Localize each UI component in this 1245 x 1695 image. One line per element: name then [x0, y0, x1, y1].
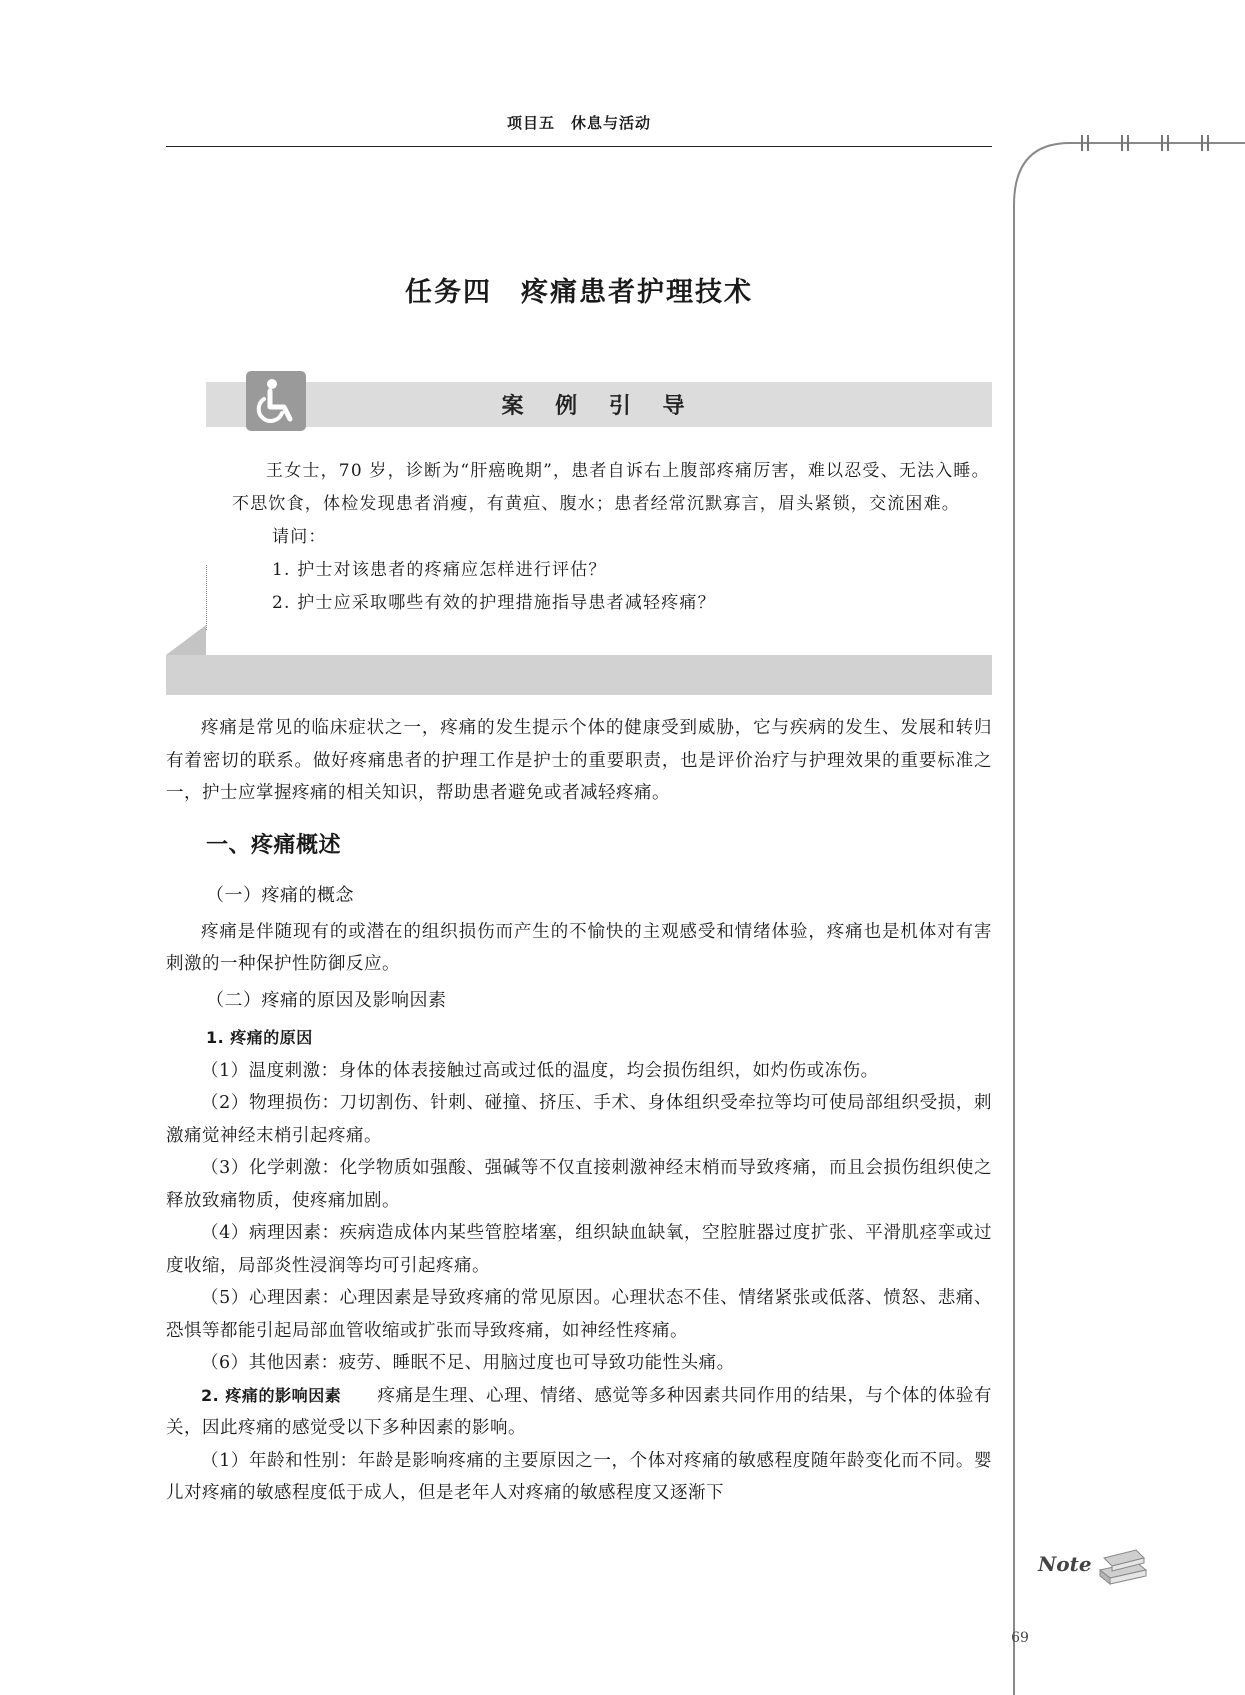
note-label: Note [1038, 1552, 1092, 1576]
cause-item: （5）心理因素：心理因素是导致疼痛的常见原因。心理状态不佳、情绪紧张或低落、愤怒、悲痛、恐惧等都能引起局部血管收缩或扩张而导致疼痛，如神经性疼痛。 [166, 1288, 992, 1341]
header-rule [166, 146, 992, 147]
point-heading: 1. 疼痛的原因 [206, 1027, 313, 1047]
influence-text: 疼痛是生理、心理、情绪、感觉等多种因素共同作用的结果，与个体的体验有关，因此疼痛的感觉受以下多种因素的影响。 [166, 1385, 993, 1438]
case-corner-triangle [166, 625, 206, 655]
point-heading-inline: 2. 疼痛的影响因素 [201, 1385, 342, 1405]
case-question-label: 请问： [272, 527, 327, 547]
concept-paragraph: 疼痛是伴随现有的或潜在的组织损伤而产生的不愉快的主观感受和情绪体验，疼痛也是机体对有害刺激的一种保护性防御反应。 [166, 921, 992, 974]
factor-item: （1）年龄和性别：年龄是影响疼痛的主要原因之一，个体对疼痛的敏感程度随年龄变化而不同。婴儿对疼痛的敏感程度低于成人，但是老年人对疼痛的敏感程度又逐渐下 [166, 1450, 992, 1503]
case-dotted-line [206, 565, 207, 630]
cause-item: （3）化学刺激：化学物质如强酸、强碱等不仅直接刺激神经末梢而导致疼痛，而且会损伤组织使之释放致痛物质，使疼痛加剧。 [166, 1158, 992, 1211]
page-number: 69 [1011, 1630, 1029, 1646]
subsection-heading: （二）疼痛的原因及影响因素 [206, 989, 447, 1011]
cause-item: （6）其他因素：疲劳、睡眠不足、用脑过度也可导致功能性头痛。 [201, 1353, 735, 1373]
running-header: 项目五 休息与活动 [506, 114, 651, 132]
main-body [166, 712, 992, 1510]
cause-item: （4）病理因素：疾病造成体内某些管腔堵塞，组织缺血缺氧，空腔脏器过度扩张、平滑肌痉挛或过度收缩，局部炎性浸润等均可引起疼痛。 [166, 1223, 992, 1276]
case-bottom-bar [166, 655, 992, 695]
case-heading: 案 例 引 导 [501, 393, 697, 419]
cause-item: （2）物理损伤：刀切割伤、针刺、碰撞、挤压、手术、身体组织受牵拉等均可使局部组织受损，刺激痛觉神经末梢引起疼痛。 [166, 1093, 992, 1146]
task-title: 任务四 疼痛患者护理技术 [405, 277, 753, 308]
spacer [341, 1386, 377, 1406]
section-heading: 一、疼痛概述 [206, 832, 342, 858]
case-body [232, 455, 992, 620]
case-question: 2. 护士应采取哪些有效的护理措施指导患者减轻疼痛？ [272, 593, 716, 613]
influence-paragraph [166, 1380, 992, 1445]
intro-paragraph: 疼痛是常见的临床症状之一，疼痛的发生提示个体的健康受到威胁，它与疾病的发生、发展和转归有着密切的联系。做好疼痛患者的护理工作是护士的重要职责，也是评价治疗与护理效果的重要标准之一，护士应掌握疼痛的相关知识，帮助患者避免或者减轻疼痛。 [166, 718, 992, 803]
case-paragraph: 王女士，70 岁，诊断为“肝癌晚期”，患者自诉右上腹部疼痛厉害，难以忍受、无法入睡。不思饮食，体检发现患者消瘦，有黄疸、腹水；患者经常沉默寡言，眉头紧锁，交流困难。 [232, 461, 990, 514]
cause-item: （1）温度刺激：身体的体表接触过高或过低的温度，均会损伤组织，如灼伤或冻伤。 [201, 1060, 879, 1081]
subsection-heading: （一）疼痛的概念 [206, 884, 354, 906]
side-margin-decoration [1000, 135, 1245, 1695]
case-question: 1. 护士对该患者的疼痛应怎样进行评估？ [272, 560, 607, 580]
